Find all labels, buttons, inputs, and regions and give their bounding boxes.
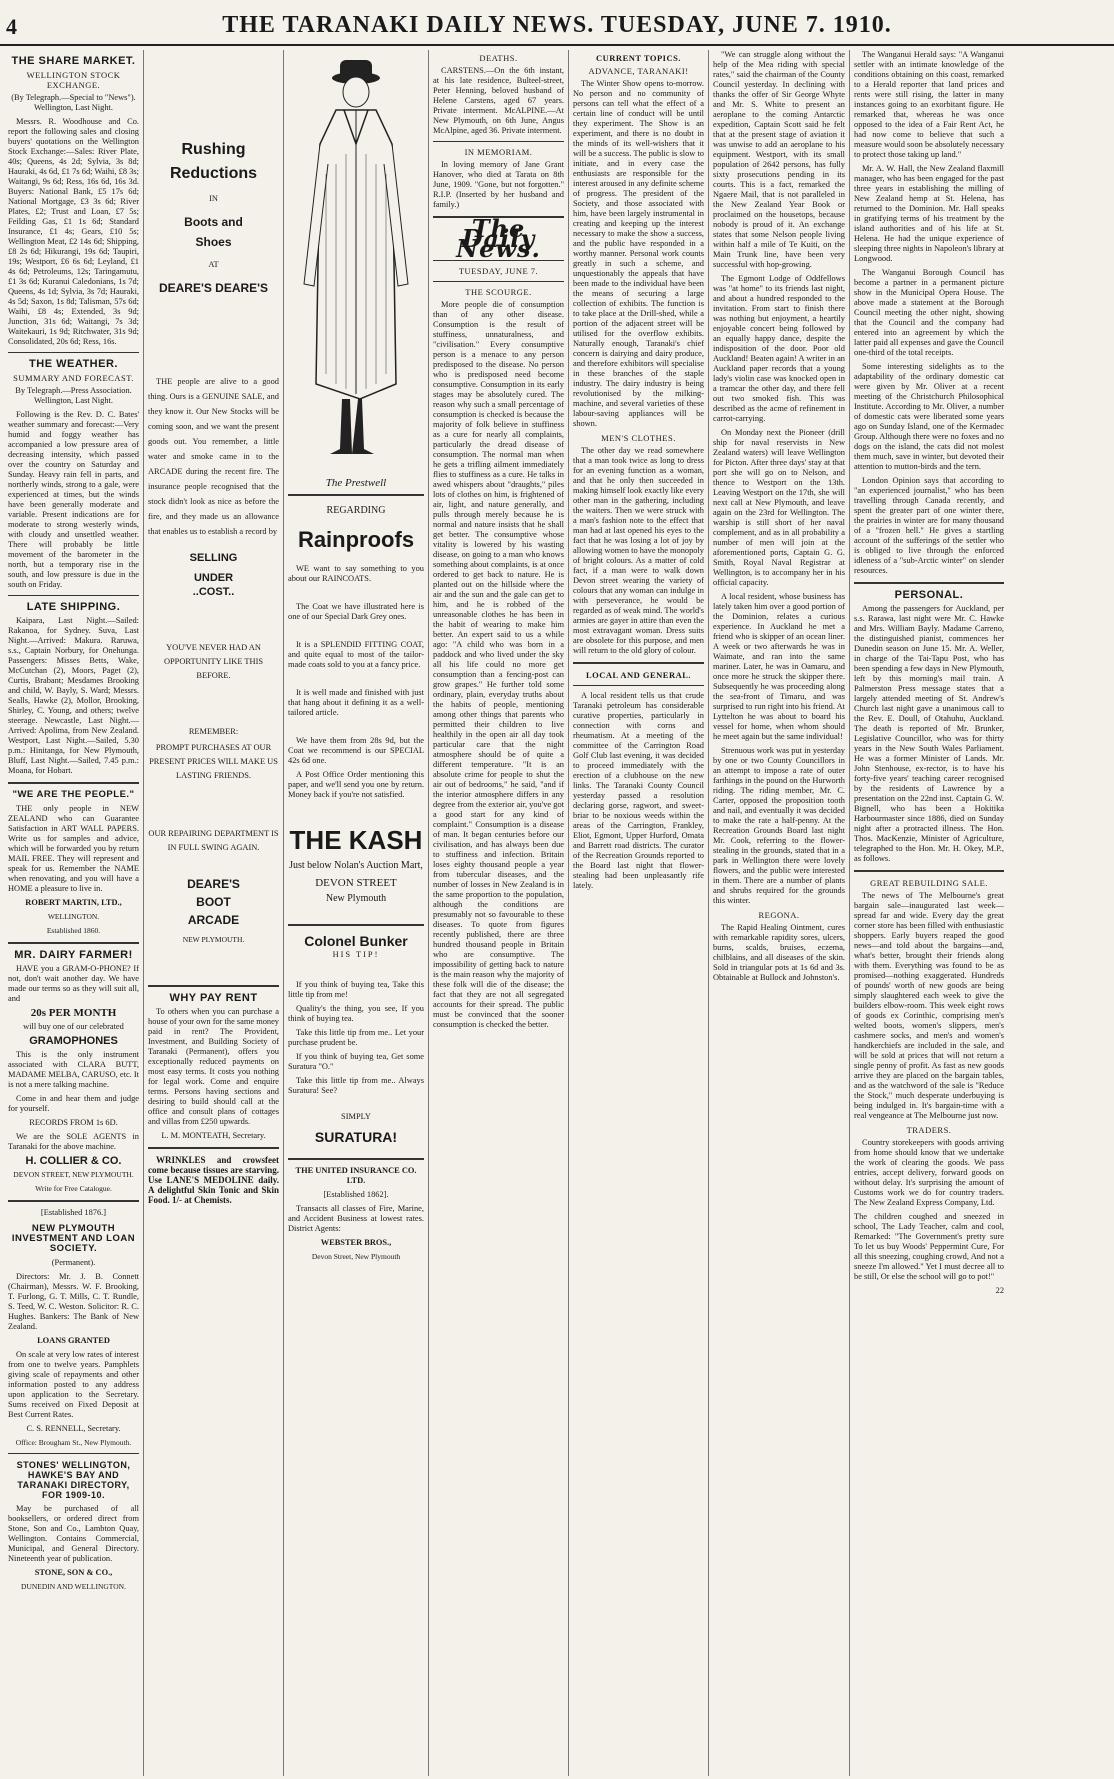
- rainproofs-body-3: It is a SPLENDID FITTING COAT, and quite equal to most of the tailor-made coats sold to you at a fancy price.: [288, 640, 424, 669]
- selling-label: SELLING: [189, 552, 238, 564]
- daily-news-flag: The Daily News.: [456, 214, 541, 263]
- divider: [433, 281, 564, 282]
- tip-verse-1: If you think of buying tea, Take this little tip from me!: [288, 980, 424, 999]
- local-body-2: The Egmont Lodge of Oddfellows was "at home" to its friends last night, and about a hundred responded to the invitation. From start to finish there was nothing but enjoyment, a heartily enjoyable concert being followed by an equally happy dance, despite the indisposition of the door. Poor old Auckland! Beaten again! A writer in an Auckland paper records that a young lady's violin case was knocked open in a tramcar the other day, and there fell out two smoked fish. This was described as the acme of refinement in carrot-carrying.: [713, 274, 845, 423]
- stones-directory-body: May be purchased of all booksellers, or ordered direct from Stone, Son and Co., Lambton Quay, Wellington. Contains Commercial, Municipal, and General Directory. Nineteenth year of publication.: [8, 1504, 139, 1563]
- rainproofs-body-1: WE want to say something to you about our RAINCOATS.: [288, 564, 424, 583]
- the-kash-place: New Plymouth: [325, 893, 387, 904]
- divider: [8, 1453, 139, 1454]
- records-price: RECORDS FROM 1s 6D.: [29, 1118, 118, 1127]
- share-market-dateline: (By Telegraph.—Special to "News"). Wellington, Last Night.: [11, 93, 136, 112]
- insurance-established: [Established 1862].: [323, 1190, 389, 1199]
- boots-label: Boots and: [184, 215, 243, 229]
- insurance-agent: WEBSTER BROS.,: [320, 1238, 392, 1247]
- dairy-farmer-heading: MR. DAIRY FARMER!: [14, 949, 133, 961]
- we-are-the-people-heading: "WE ARE THE PEOPLE.": [12, 789, 135, 800]
- insurance-heading: THE UNITED INSURANCE CO. LTD.: [295, 1166, 417, 1185]
- stones-place: DUNEDIN AND WELLINGTON.: [21, 1582, 126, 1591]
- divider: [148, 985, 279, 987]
- weather-subheading: SUMMARY AND FORECAST.: [13, 373, 134, 383]
- weather-body: Following is the Rev. D. C. Bates' weather summary and forecast:—Very humid and foggy weather has accompanied a low pressure area of decreasing intensity, which passed over the country on Saturday and Sunday. Heavy rain fell in parts, and northerly winds, strong to a gale, were experienced at times, but the winds have been generally moderate and variable. Present indications are for moderate to strong westerly winds, with cloudy and unsettled weather. There will probably be little movement of the barometer in the north, but a temporary rise in the south, and low pressure is due in the south on Friday.: [8, 410, 139, 589]
- prestwell-label: The Prestwell: [325, 477, 387, 489]
- flaxmill-item: Mr. A. W. Hall, the New Zealand flaxmill manager, who has been engaged for the past three years in establishing the milling of New Zealand hemp at St. Helena, has returned to the Dominion. Mr. Hall speaks in gratifying terms of his treatment by the island authorities and of his life at St. Helena. He had the unique experience of sleeping three nights in Napoleon's library at Longwood.: [854, 164, 1004, 263]
- investment-heading: NEW PLYMOUTH INVESTMENT AND LOAN SOCIETY.: [11, 1223, 136, 1254]
- regarding-label: REGARDING: [326, 505, 386, 516]
- share-market-heading: THE SHARE MARKET.: [11, 55, 136, 67]
- divider: [854, 582, 1004, 584]
- dairy-farmer-body-3: This is the only instrument associated with CLARA BUTT, MADAME MELBA, CARUSO, etc. It is not a mere talking machine.: [8, 1050, 139, 1089]
- page-columns: [4, 50, 1110, 1776]
- investment-office: Office: Brougham St., New Plymouth.: [15, 1438, 132, 1447]
- why-pay-rent-signature: L. M. MONTEATH, Secretary.: [161, 1131, 266, 1140]
- shipping-heading: LATE SHIPPING.: [26, 601, 121, 613]
- local-general-body: A local resident tells us that crude Taranaki petroleum has considerable curative properties, particularly in connection with corns and rheumatism. At a meeting of the committee of the Carrington Road Golf Club last evening, it was decided to proceed immediately with the erection of a clubhouse on the new links. The Taranaki County Council yesterday passed a resolution declaring gorse, ragwort, and sweet-briar to be noxious weeds within the areas of the Carrington, Frankley, Eliot, Egmont, Upper Hurford, Omata and Barrett road districts. The curator of the Recreation Grounds reported to the Board last night that flower-stealing had been unpleasantly rife lately.: [573, 691, 704, 890]
- insurance-body: Transacts all classes of Fire, Marine, and Accident Business at lowest rates. District Agents:: [288, 1204, 424, 1233]
- collier-catalogue: Write for Free Catalogue.: [35, 1184, 112, 1193]
- rainproofs-heading: Rainproofs: [297, 527, 415, 552]
- at-label: AT: [208, 260, 219, 269]
- peppermint-verse: The children coughed and sneezed in school, The Lady Teacher, calm and cool, Remarked: "The Government's pretty sure To let us buy Woods' Peppermint Cure, For all this sneezing, coughing crowd, And not a sneeze I'm allowed." Yet I must decree all to be still, Or else the school will go to pot!": [854, 1212, 1004, 1281]
- advertiser-name: ROBERT MARTIN, LTD.,: [25, 898, 122, 907]
- suratura-heading: SURATURA!: [314, 1129, 398, 1145]
- insurance-address: Devon Street, New Plymouth: [311, 1252, 401, 1261]
- divider: [573, 685, 704, 686]
- weather-dateline: By Telegraph.—Press Association. Wellington, Last Night.: [15, 386, 132, 405]
- divider: [573, 662, 704, 664]
- column-1: [4, 50, 144, 1776]
- divider: [8, 352, 139, 353]
- domestic-cat-item: Some interesting sidelights as to the adaptability of the ordinary domestic cat were given by Mr. Oliver at a recent meeting of the Christchurch Philosophical Institute. According to Mr. Oliver, a number of domestic cats were liberated some years ago on Sunday Island, one of the Kermadec Group. Although there were no foxes and no dogs on the island, the cats did not molest them much, save in winter, but devoted their attention to mutton-birds and the tern.: [854, 362, 1004, 471]
- divider: [433, 141, 564, 142]
- regona-body: The Rapid Healing Ointment, cures with remarkable rapidity sores, ulcers, burns, scalds, bruises, eczema, chilblains, and all diseases of the skin. Sold in triangular pots at 1s 6d and 3s. Obtainable at Bullock and Johnston's.: [713, 923, 845, 982]
- tip-verse-4: If you think of buying tea, Get some Suratura "O.": [288, 1052, 424, 1071]
- wrinkles-advert: WRINKLES and crowsfeet come because tissues are starving. Use LANE'S MEDOLINE daily. A delightful Skin Tonic and Skin Food. 1/- at Chemists.: [148, 1155, 279, 1205]
- regona-heading: REGONA.: [758, 910, 800, 920]
- share-market-subheading: WELLINGTON STOCK EXCHANGE.: [26, 70, 121, 90]
- local-body-5: Strenuous work was put in yesterday by one or two County Councillors in an attempt to impose a rate of outer farthings in the pound on the Hurworth riding. The riding member, Mr. C. Carter, opposed the proposition tooth and nail, and eventually it was decided to make the rate a half-penny. At the Recreation Grounds Board last night Mr. Cook, referring to the flower-stealing in the grounds, stated that in a park in Wellington there were lovely flowers, and the public were interested in them. There are a number of plants and shrubs required for the grounds this winter.: [713, 746, 845, 905]
- dairy-farmer-price: 20s PER MONTH: [30, 1007, 117, 1019]
- personal-heading: PERSONAL.: [894, 589, 964, 601]
- remember-label: REMEMBER:: [188, 727, 239, 736]
- rebuilding-sale-body: The news of The Melbourne's great bargain sale—inaugurated last week—spread far and wide. Every day the great corner store has been filled with enthusiastic shoppers. Early buyers reaped the good news—and told about the bargains—and, what's better, brought their friends along with them. Everything was found to be as promised—nothing exaggerated. Hundreds of pounds' worth of new goods are being simply slaughtered each week to give the builders elbow-room. This week eight rows of goods ex Corinthic, comprising men's welted boots, women's slippers, men's cashmere socks, and men's and women's handkerchiefs are included in the sale, and will be sold at prices that will not return a single penny of profit. As fast as new goods arrive they are placed on the bargain tables, and as the watchword of the sale is "Reduce the Stock," much desperate underbuying is being indulged in. It's bargain-time with a real vengeance at The Melbourne just now.: [854, 891, 1004, 1120]
- column-2: [144, 50, 284, 1776]
- the-kash-address: Just below Nolan's Auction Mart,: [289, 860, 423, 871]
- deares-boot-arcade-3: ARCADE: [187, 913, 240, 927]
- new-plymouth-label: NEW PLYMOUTH.: [182, 935, 245, 944]
- column-4: [429, 50, 569, 1776]
- the-kash-heading: THE KASH: [289, 825, 423, 855]
- advance-taranaki-heading: ADVANCE, TARANAKI!: [588, 66, 689, 76]
- his-tip-label: HIS TIP!: [332, 950, 380, 959]
- local-general-heading: LOCAL AND GENERAL.: [585, 670, 692, 680]
- tip-verse-5: Take this little tip from me.. Always Suratura! See?: [288, 1076, 424, 1095]
- divider: [8, 595, 139, 596]
- london-opinion-item: London Opinion says that according to "an experienced journalist," who has been travelling through Canada recently, and spent the greater part of one winter there, the prairies in winter are for many thousand of a "frozen hell." He gives a startling account of the sufferings of the settler who is obliged to live through the enforced idleness of a "sub-Arctic winter" on slender resources.: [854, 476, 1004, 575]
- local-body-3: On Monday next the Pioneer (drill ship for naval reservists in New Zealand waters) will leave Wellington for Picton. After three days' stay at that port she will go on to Nelson, and thence to Westport on the 13th. Leaving Westport on the 17th, she will next call at New Plymouth, and leave again on the 23rd for Wellington. The warship is still short of her naval complement, and as in all probability a number of men will join at the aforementioned ports, Captain G. G. Smith, Royal Naval Registrar at Wellington, is to accompany her in his official capacity.: [713, 428, 845, 587]
- why-pay-rent-heading: WHY PAY RENT: [169, 992, 258, 1004]
- why-pay-rent-body: To others when you can purchase a house of your own for the same money paid in rent? The Provident, Investment, and Building Society of Taranaki (Permanent), offers you exceptionally reduced payments on most easy terms. It costs you nothing for legal work. Come and enquire terms. Persons having sections and desiring to build should call at the office and consult plans of cottages and villas from £250 upwards.: [148, 1007, 279, 1126]
- scourge-body: More people die of consumption than of any other disease. Consumption is the result of stuffiness, unnaturalness, and "civilisation." Every consumptive person is a menace to any person predisposed to the disease. No person who is predisposed need become consumptive. Consumption in its early stages may be absolutely cured. The reason why such a small percentage of consumption is checked is because the majority of folk believe in stuffiness as a cure for nearly all complaints, particularly the dread disease of consumption. The normal man when he gets a trifling ailment immediately flies to stuffiness as a cure. He talks in awed whispers about "draughts," piles lots of clothes on him, is frightened of air, light, and nature generally, and pulls through merely because he is normal and nature insists that he shall get better. The consumptive whose vitality is lowered by his wasting disease, on going to a man who knows something about complaints, is at once ordered to get back to nature. He is planted out on the hillside where the air and the sun and the gale can get to him, and he is robbed of the unreasonable clothes he has been in the habit of wearing to make him better. An expert said to us a while ago: "A child who was born in a paddock and who lived under the sky all his life could no more get consumption than a fencing-post can grow grapes." He further told some ordinary, plain, everyday truths about the habits of people, mentioning among other things that parents who permitted their children to live healthily in the open air all day took particular care that the night atmosphere should be of quite a different temperature. "It is an absolute crime for people to shut the air out of bedrooms," he said, "and if the interior atmosphere differs in any degree from the exterior air, you've got a good start for any kind of complaint." Consumption is a disease of man. It began centuries before our civilisation, and has always been due to stuffiness and infection. Britain loses eighty thousand people a year from tubercular diseases, and the number of losses in New Zealand is in the same proportion to the population, although the conditions are presumably not so favourable to these diseases. To quote from figures recently published, there are three hundred thousand people in Britain who are consumptive. The impossibility of getting back to nature is the main reason why the majority of these folk will die of the disease; the fact that they are not all segregated accounts for their spread. The public must be convinced that the sooner consumption is checked the better.: [433, 300, 564, 1029]
- raincoat-man-illustration: [296, 54, 416, 474]
- mens-clothes-heading: MEN'S CLOTHES.: [601, 433, 676, 443]
- memoriam-heading: IN MEMORIAM.: [464, 147, 533, 157]
- investment-permanent: (Permanent).: [51, 1258, 96, 1267]
- investment-established: [Established 1876.]: [40, 1208, 107, 1217]
- deaths-body: CARSTENS.—On the 6th instant, at his late residence, Bulteel-street, Peter Henning, beloved husband of Helene Carstens, aged 67 years. Private interment. McALPINE.—At New Plymouth, on 6th June, Angus McAlpine, aged 36. Private interment.: [433, 66, 564, 135]
- deares-boot-arcade-2: BOOT: [196, 895, 231, 909]
- stones-directory-heading: STONES' WELLINGTON, HAWKE'S BAY AND TARANAKI DIRECTORY, FOR 1909-10.: [16, 1460, 131, 1500]
- investment-body-2: On scale at very low rates of interest from one to twelve years. Pamphlets giving scale of repayments and other information posted to any address upon application to the Secretary. Sums received on Fixed Deposit at Best Current Rates.: [8, 1350, 139, 1419]
- colonel-bunker-heading: Colonel Bunker: [304, 933, 408, 949]
- column-6: [709, 50, 850, 1776]
- page-number: 4: [6, 14, 17, 39]
- rebuilding-sale-heading: GREAT REBUILDING SALE.: [870, 878, 988, 888]
- wanganui-herald-item: The Wanganui Herald says: "A Wanganui settler with an intimate knowledge of the conditions obtaining on this coast, remarked to a Herald reporter that land prices and rents were still rising, the latter in many instances going to an exorbitant figure. He remarked that, whereas he was once opposed to the idea of a Fair Rent Act, he had now come to believe that such a measure would soon be absolutely necessary to protect those taking up land.": [854, 50, 1005, 159]
- collier-name: H. COLLIER & CO.: [25, 1155, 122, 1167]
- traders-heading: TRADERS.: [906, 1125, 952, 1135]
- rainproofs-body-4: It is well made and finished with just that hang about it defining it as a well-tailored article.: [288, 688, 424, 717]
- rainproofs-body-6: A Post Office Order mentioning this paper, and we'll send you one by return. Money back if you're not satisfied.: [288, 770, 424, 799]
- weather-heading: THE WEATHER.: [29, 358, 118, 370]
- rushing-heading: Rushing: [181, 141, 246, 158]
- tip-verse-2: Quality's the thing, you see, If you think of buying tea.: [288, 1004, 424, 1023]
- shipping-body: Kaipara, Last Night.—Sailed: Rakanoa, for Sydney. Suva, Last Night.—Arrived: Makura. Raruwa, s.s., Captain Norbury, for Onehunga. Passengers: Misses Betts, Wake, McCutchan (2), Moors, Paget (2), Curtis, Brabant; Mesdames Brooking and child, W. Bayly, S. Ward; Messrs. Sealls, Hawke (2), Mollor, Brooking, Shirley, C. Young, and others; twelve steerage. Newcastle, Last Night.—Arrived: Apolima, from New Zealand. Westport, Last Night.—Sailed, 5.30 p.m.: Hinitanga, for New Plymouth, Bluff, Last Night.—Sailed, 7.45 p.m.: Moana, for Hobart.: [8, 616, 139, 775]
- divider: [288, 494, 424, 496]
- sale-body: THE people are alive to a good thing. Ours is a GENUINE SALE, and they know it. Our New Stocks will be coming soon, and we want the present goods out. You remember, a little water and smoke came in to the ARCADE during the recent fire. The insurance people recognised that the stock didn't look as nice as before the fire, and they made us an allowance that enables us to establish a record by: [148, 377, 279, 536]
- dairy-farmer-body-2: will buy one of our celebrated: [23, 1022, 124, 1031]
- collier-address: DEVON STREET, NEW PLYMOUTH.: [13, 1170, 134, 1179]
- simply-label: SIMPLY: [341, 1112, 371, 1121]
- divider: [288, 1158, 424, 1160]
- dairy-farmer-body: HAVE you a GRAM-O-PHONE? If not, don't wait another day. We have made our terms so as they will suit all, and: [8, 964, 139, 1003]
- divider: [148, 1147, 279, 1149]
- divider: [8, 1200, 139, 1202]
- investment-secretary: C. S. RENNELL, Secretary.: [26, 1424, 121, 1433]
- rainproofs-body-5: We have them from 28s 9d, but the Coat we recommend is our SPECIAL 42s 6d one.: [288, 736, 424, 765]
- never-had-opportunity: YOU'VE NEVER HAD AN OPPORTUNITY LIKE THIS BEFORE.: [163, 643, 264, 680]
- loans-granted: LOANS GRANTED: [37, 1336, 110, 1345]
- reductions-heading: Reductions: [169, 165, 258, 182]
- advance-taranaki-body: The Winter Show opens to-morrow. No person and no community of persons can tell what the effect of a certain line of conduct will be until they experiment. The Show is an experiment, and there is no doubt in the minds of its well-wishers that it will be a success. The public is slow to initiate, and in every case the enthusiasts are responsible for the interest aroused in any definite scheme of progress. The president of the Society, and those associated with him, have been largely instrumental in creating and keeping up the interest necessary to make the show a success, and the public have responded in a worthy manner. Personal work counts greatly in such a scheme, and unquestionably the appeals that have been made to the individual have been the means of securing a large collection of exhibits. The function is to take place at the Drill-shed, while a portion of the adjacent street will be utilised for the overflow exhibits. Naturally enough, Taranaki's chief concern is dairying and dairy produce, and therefore exhibitors will specialise in these branches of the staple industry. The dairy industry is being revolutionised by the milking-machine, and several varieties of these labour-saving appliances will be shown.: [573, 79, 704, 428]
- share-market-body: Messrs. R. Woodhouse and Co. report the following sales and closing buyers' quotations on the Wellington Stock Exchange:—Sales: River Plate, 40s; Queens, 4s 2d; Sylvia, 3s 8d; Hauraki, 4s 6d, £1 7s 6d; Waihi, £8 3s; Waitangi, 9s 6d; Ress, 16s 6d, 16s 3d. Buyers: National Bank, £5 17s 6d; National Mortgage, £3 3s 6d; River Plates, £2; Trust and Loan, £7 5s; Feilding Gas, £1 1s 6d; Standard Insurance, £1 4s; Gears, £10 5s; Wellington Meat, £2 14s 6d; Shipping, £8 2s 6d; Hikurangi, 19s 6d; Taupiri, 19s; Westport, £6 6s 6d; Leyland, £1 4s 6d; Petroleums, 12s; Taringamutu, £1 3s 6d; Kuranui Caledonians, 1s 7d; Queens, 4s 1d; Sylvia, 3s 7d; Hauraki, 4s 5d; Saxon, 1s 8d; Talisman, 57s 6d; Waihi, £8 4s; Extended, 3s 9d; Junction, 31s 6d; Waitangi, 7s 3d; Waitekauri, 1s 9d; Ritchwater, 31s 9d; Consolidated, 20s 6d; Ress, 16s.: [8, 117, 139, 346]
- mens-clothes-body: The other day we read somewhere that a man took twice as long to dress for an evening function as a woman, and that he only then succeeded in making himself look exactly like every other man in the gathering, including the waiters. Then we were struck with a man's fashion note to the effect that man had at last opened his eyes to the fact that he was losing a lot of joy by allowing women to have the monopoly of bright colours. As a matter of cold fact, if a man were to walk down Devon street wearing the variety of colours that any woman can indulge in with perseverance, he would be regarded as of weak mind. The world's armies are gayer in attire than even the most extravagant woman. Dress suits are obsolete for this purpose, and men will return to the old glory of colour.: [573, 446, 704, 655]
- dairy-farmer-body-4: Come in and hear them and judge for yourself.: [8, 1094, 139, 1113]
- issue-dateline: TUESDAY, JUNE 7.: [458, 266, 539, 276]
- shoes-label: Shoes: [195, 235, 232, 249]
- deares-boot-arcade-1: DEARE'S: [187, 877, 240, 891]
- local-body-4: A local resident, whose business has lately taken him over a good portion of the Dominion, relates a curious experience. In Auckland he met a friend who is skipper of an ocean liner. A week or two afterwards he was in Waimate, and ran into the same mariner. Later, he was in Oamaru, and once more he struck the skipper there. Subsequently he was proceeding along the sea-front of Timaru, and was surprised to run right into his friend. At Lyttelton he was about to board his vessel for home, when whom should he meet again but the same individual!: [713, 592, 845, 741]
- advertiser-place: WELLINGTON.: [47, 912, 100, 921]
- divider: [288, 924, 424, 926]
- current-topics-heading: CURRENT TOPICS.: [596, 53, 681, 63]
- in-label: IN: [209, 194, 218, 203]
- picture-show-item: The Wanganui Borough Council has become a partner in a permanent picture show in the Municipal Opera House. The above made a statement at the Borough Council meeting the other night, showing that the Council and the company had entered into an agreement by which the latter paid all expenses and gave the Council one-third of the total receipts.: [854, 268, 1004, 357]
- under-label: UNDER: [193, 572, 234, 584]
- gramophones-heading: GRAMOPHONES: [29, 1035, 118, 1047]
- divider: [8, 942, 139, 944]
- newspaper-title: THE TARANAKI DAILY NEWS. TUESDAY, JUNE 7. 1910.: [222, 12, 892, 38]
- column-7: [850, 50, 1110, 1776]
- tip-verse-3: Take this little tip from me.. Let your purchase prudent be.: [288, 1028, 424, 1047]
- cost-label: ..COST..: [192, 586, 235, 598]
- investment-body: Directors: Mr. J. B. Connett (Chairman), Messrs. W. F. Brooking, T. Furlong, G. T. Mills, C. T. Rundle, S. Teed, W. C. Weston. Solicitor: R. C. Hughes. Bankers: The Bank of New Zealand.: [8, 1272, 139, 1331]
- repairing-department: OUR REPAIRING DEPARTMENT IS IN FULL SWING AGAIN.: [148, 829, 279, 852]
- prompt-purchases: PROMPT PURCHASES AT OUR PRESENT PRICES WILL MAKE US LASTING FRIENDS.: [149, 743, 278, 780]
- deares-label: DEARE'S DEARE'S: [158, 281, 269, 295]
- personal-body: Among the passengers for Auckland, per s.s. Rarawa, last night were Mr. C. Hawke and Mrs. William Bayly. Madame Carreno, the distinguished pianist, commences her Dunedin season on June 15. Mr. A. Weller, in charge of the Tai-Tapu Post, who has been spending a few days in New Plymouth, left by this morning's mail train. A Palmerston Press message states that a largely attended meeting of St. Andrew's Church last night gave a unanimous call to the Rev. E. Doull, of Otahuhu, Auckland. The death is reported of Mr. Brunker, Legislative Councillor, who was for thirty years in the New South Wales Parliament. He was a former Minister of Lands. Mr. John Stenhouse, ex-rector, is to have his forty-five years' teaching career recognised by the residents of Lawrence by a presentation on the 22nd inst. Captain G. W. Bignell, who has been a Hokitika Harbourmaster since 1886, died on Sunday night after a protracted illness. The Hon. Thos. MacKenzie, Minister of Agriculture, telegraphed to the Hon. Mr. H. Okey, M.P., as follows.: [854, 604, 1004, 863]
- masthead: [0, 0, 1114, 46]
- advertiser-established: Established 1860.: [46, 926, 101, 935]
- divider: [854, 870, 1004, 872]
- we-are-the-people-body: THE only people in NEW ZEALAND who can Guarantee Satisfaction in ART WALL PAPERS. Write us for samples and advice, which will be forwarded you by return MAIL FREE. They will represent and speak for us. Remember the NAME when renovating, and you will have a HOME a pleasure to live in.: [8, 804, 139, 893]
- stones-firm: STONE, SON & CO.,: [34, 1568, 113, 1577]
- divider: [8, 782, 139, 784]
- column-3: [284, 50, 429, 1776]
- dairy-farmer-body-5: We are the SOLE AGENTS in Taranaki for the above machine.: [8, 1132, 139, 1151]
- memoriam-body: In loving memory of Jane Grant Hanover, who died at Tarata on 8th June, 1909. "Gone, but not forgotten." R.I.P. (Inserted by her husband and family.): [433, 160, 564, 209]
- column-5: [569, 50, 709, 1776]
- rainproofs-body-2: The Coat we have illustrated here is one of our Special Dark Grey ones.: [288, 602, 424, 621]
- deaths-heading: DEATHS.: [479, 53, 518, 63]
- local-body-1: "We can struggle along without the help of the Mea riding with special rates," said the chairman of the County Council yesterday. In declining with thanks the offer of Sir George Whyte and Mr. S. White to present an aeroplane to the coming Antarctic expedition, Captain Scott said he felt that at the present stage of aviation it was unwise to add an aeroplane to his equipment. Westport, with its small population of 2642 persons, has fully sixty prosecutions pending in its courts. This is a fact, remarked the Ngaere Mail, that is not paralleled in the New Zealand Year Book or proclaimed on the housetops, because nobody is proud of it. An exchange states that some Nelson people living within half a mile of Te Kuiti, on the Main Trunk line, have been very successful with hop-growing.: [713, 50, 845, 269]
- the-kash-street: DEVON STREET: [315, 877, 397, 889]
- traders-body: Country storekeepers with goods arriving from home should know that we undertake the work of clearing the goods. We pass entries, accept delivery, forward goods on without delay. It's surprising the amount of Customs work we do for country traders. The New Zealand Express Company, Ltd.: [854, 1138, 1004, 1207]
- verse-number: 22: [995, 1286, 1004, 1295]
- scourge-heading: THE SCOURGE.: [465, 287, 532, 297]
